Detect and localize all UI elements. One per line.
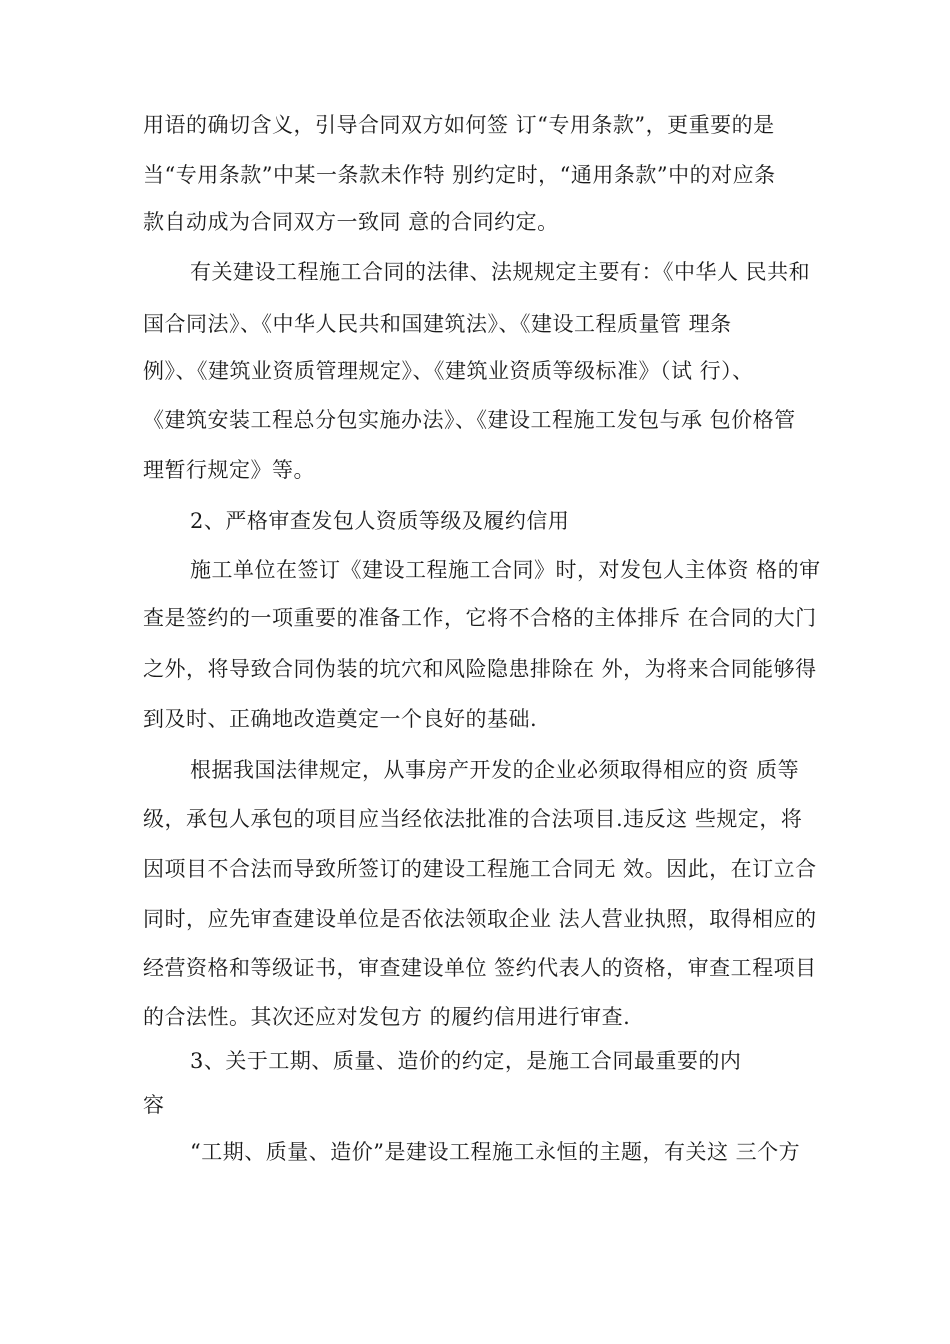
paragraph-line: 查是签约的一项重要的准备工作，它将不合格的主体排斥 在合同的大门 (143, 606, 817, 630)
section-heading-continuation: 容 (143, 1093, 165, 1117)
paragraph-line: 国合同法》、《中华人民共和国建筑法》、《建设工程质量管 理条 (143, 312, 732, 336)
paragraph-line: 因项目不合法而导致所签订的建设工程施工合同无 效。因此，在订立合 (143, 857, 817, 881)
paragraph-line: 例》、《建筑业资质管理规定》、《建筑业资质等级标准》（试 行）、 (143, 359, 754, 383)
paragraph-line: 用语的确切含义，引导合同双方如何签 订“专用条款”，更重要的是 (143, 113, 775, 137)
paragraph-line: 有关建设工程施工合同的法律、法规规定主要有：《中华人 民共和 (190, 260, 811, 284)
paragraph-line: 到及时、正确地改造奠定一个良好的基础. (143, 707, 538, 731)
paragraph-line: 之外，将导致合同伪装的坑穴和风险隐患排除在 外，为将来合同能够得 (143, 657, 817, 681)
paragraph-line: 施工单位在签订《建设工程施工合同》时，对发包人主体资 格的审 (190, 558, 821, 582)
paragraph-line: 款自动成为合同双方一致同 意的合同约定。 (143, 210, 559, 234)
paragraph-line: “工期、质量、造价”是建设工程施工永恒的主题，有关这 三个方 (190, 1140, 801, 1164)
paragraph-line: 同时，应先审查建设单位是否依法领取企业 法人营业执照，取得相应的 (143, 907, 817, 931)
paragraph-line: 《建筑安装工程总分包实施办法》、《建设工程施工发包与承 包价格管 (143, 408, 796, 432)
paragraph-line: 经营资格和等级证书，审查建设单位 签约代表人的资格，审查工程项目 (143, 956, 817, 980)
section-heading: 3、关于工期、质量、造价的约定，是施工合同最重要的内 (190, 1049, 742, 1073)
section-heading: 2、严格审查发包人资质等级及履约信用 (190, 509, 570, 533)
paragraph-line: 理暂行规定》等。 (143, 458, 315, 482)
paragraph-line: 当“专用条款”中某一条款未作特 别约定时，“通用条款”中的对应条 (143, 163, 776, 187)
paragraph-line: 级，承包人承包的项目应当经依法批准的合法项目.违反这 些规定，将 (143, 807, 803, 831)
paragraph-line: 的合法性。其次还应对发包方 的履约信用进行审查. (143, 1005, 631, 1029)
paragraph-line: 根据我国法律规定，从事房产开发的企业必须取得相应的资 质等 (190, 758, 800, 782)
